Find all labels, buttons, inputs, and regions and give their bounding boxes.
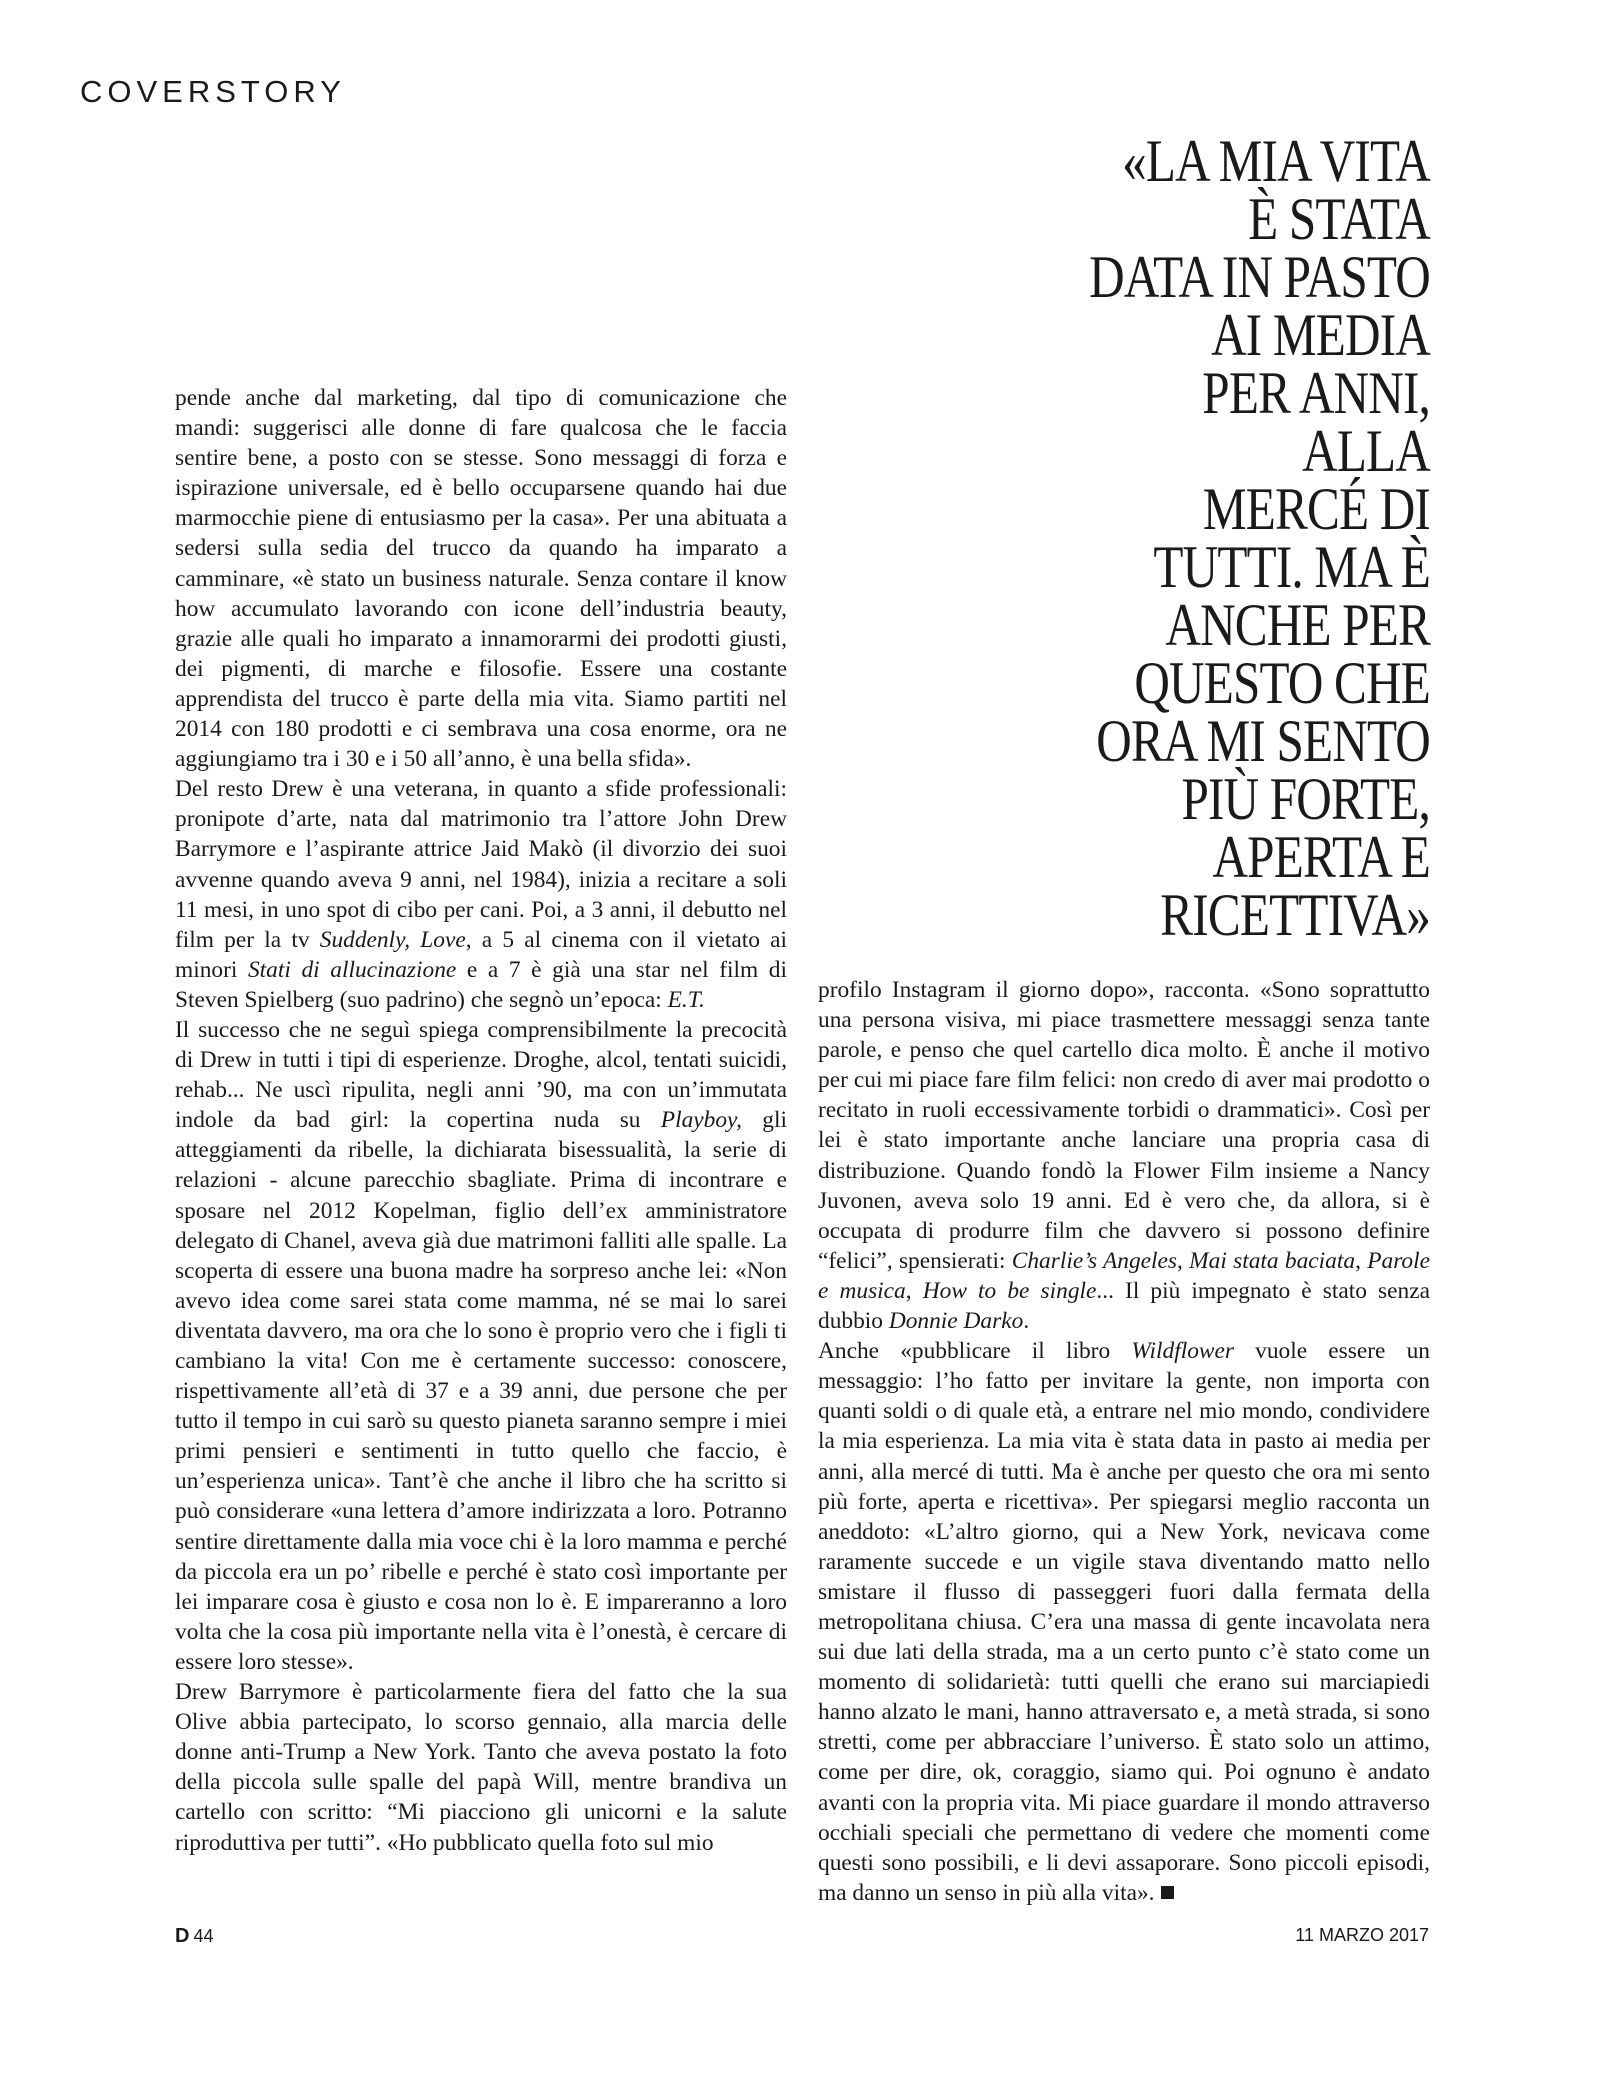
end-of-article-mark bbox=[1161, 1886, 1174, 1899]
text-run: . bbox=[1023, 1308, 1030, 1335]
pull-quote-line: TUTTI. MA È bbox=[1153, 534, 1430, 600]
italic-title: Donnie Darko bbox=[888, 1308, 1024, 1335]
text-run: , bbox=[1355, 1247, 1368, 1274]
pull-quote-line: ALLA bbox=[1302, 418, 1430, 484]
pull-quote-line: APERTA E bbox=[1212, 824, 1430, 890]
pull-quote-line: «LA MIA VITA bbox=[1122, 128, 1430, 194]
italic-title: Wildflower bbox=[1131, 1338, 1234, 1365]
page-folio bbox=[175, 1925, 213, 1948]
text-run: vuole essere un messaggio: l’ho fatto per invitare la gente, non importa con quanti soldi o di quale età, a entrare nel mio mondo, condividere la mia esperienza. La mia vita è stata data in pasto ai media per anni, alla mercé di tutti. Ma è anche per questo che ora mi sento più forte, aperta e ricettiva». Per spiegarsi meglio racconta un aneddoto: «L’altro giorno, qui a New York, nevicava come raramente succede e un vigile stava diventando matto nello smistare il flusso di passeggeri fuori dalla fermata della metropolitana chiusa. C’era una massa di gente incavolata nera sui due lati della strada, ma a un certo punto c’è stato come un momento di solidarietà: tutti quelli che erano sui marciapiedi hanno alzato le mani, hanno attraversato e, a metà strada, si sono stretti, come per abbracciare l’universo. È stato solo un attimo, come per dire, ok, coraggio, siamo qui. Poi ognuno è andato avanti con la propria vita. Mi piace guardare il mondo attraverso occhiali speciali che permettano di vedere che momenti come questi sono possibili, e li devi assaporare. Sono piccoli episodi, ma danno un senso in più alla vita». bbox=[818, 1338, 1430, 1906]
italic-title: Charlie’s Angeles bbox=[1011, 1247, 1178, 1274]
text-run: Del resto Drew è una veterana, in quanto a sfide professionali: pronipote d’arte, nata dal matrimonio tra l’attore John Drew Barrymore e l’aspirante attrice Jaid Makò (il divorzio dei suoi avvenne quando aveva 9 anni, nel 1984), inizia a recitare a soli 11 mesi, in uno spot di cibo per cani. Poi, a 3 anni, il debutto nel film per la tv bbox=[175, 776, 787, 953]
pull-quote-line: PER ANNI, bbox=[1202, 360, 1430, 426]
text-run: Il successo che ne seguì spiega comprensibilmente la precocità di Drew in tutti i tipi di esperienze. Droghe, alcol, tentati suicidi, rehab... Ne uscì ripulita, negli anni ’90, ma con un’immutata indole da bad girl: la copertina nuda su bbox=[175, 1016, 787, 1134]
pull-quote-line: ORA MI SENTO bbox=[1096, 708, 1430, 774]
paragraph: pende anche dal marketing, dal tipo di comunicazione che mandi: suggerisci alle donne di fare qualcosa che le faccia sentire bene, a posto con se stesse. Sono messaggi di forza e ispirazione universale, ed è bello occuparsene quando hai due marmocchie piene di entusiasmo per la casa». Per una abituata a sedersi sulla sedia del trucco da quando ha imparato a camminare, «è stato un business naturale. Senza contare il know how accumulato lavorando con icone dell’industria beauty, grazie alle quali ho imparato a innamorarmi dei prodotti giusti, dei pigmenti, di marche e filosofie. Essere una costante apprendista del trucco è parte della mia vita. Siamo partiti nel 2014 con 180 prodotti e ci sembrava una cosa enorme, ora ne aggiungiamo tra i 30 e i 50 all’anno, è una bella sfida». bbox=[175, 385, 787, 773]
paragraph bbox=[175, 774, 787, 1015]
page-number: 44 bbox=[193, 1926, 214, 1946]
pull-quote-line: QUESTO CHE bbox=[1134, 650, 1430, 716]
pull-quote-line: AI MEDIA bbox=[1211, 302, 1430, 368]
text-run: , bbox=[905, 1277, 923, 1304]
text-run: profilo Instagram il giorno dopo», racconta. «Sono soprattutto una persona visiva, mi piace trasmettere messaggi senza tante parole, e penso che quel cartello dica molto. È anche il motivo per cui mi piace fare film felici: non credo di aver mai prodotto o recitato in ruoli eccessivamente torbidi o drammatici». Così per lei è stato importante anche lanciare una propria casa di distribuzione. Quando fondò la Flower Film insieme a Nancy Juvonen, aveva solo 19 anni. Ed è vero che, da allora, si è occupata di produrre film che davvero si possono definire “felici”, spensierati: bbox=[818, 977, 1430, 1274]
paragraph bbox=[818, 975, 1430, 1336]
pull-quote bbox=[995, 128, 1430, 948]
pull-quote-line: È STATA bbox=[1248, 186, 1430, 252]
italic-title: Playboy, bbox=[660, 1107, 742, 1134]
paragraph bbox=[818, 1336, 1430, 1908]
text-run: Anche «pubblicare il libro bbox=[818, 1338, 1132, 1365]
italic-title: Mai stata baciata bbox=[1189, 1247, 1356, 1274]
body-column-right bbox=[818, 975, 1430, 1908]
pull-quote-line: PIÙ FORTE, bbox=[1181, 766, 1430, 832]
italic-title: Stati di allucinazione bbox=[247, 956, 457, 983]
text-run: gli atteggiamenti da ribelle, la dichiarata bisessualità, la serie di relazioni - alcune parecchio sbagliate. Prima di incontrare e sposare nel 2012 Kopelman, figlio dell’ex amministratore delegato di Chanel, aveva già due matrimoni falliti alle spalle. La scoperta di essere una buona madre ha sorpreso anche lei: «Non avevo idea come sarei stata come mamma, né se mai lo sarei diventata davvero, ma ora che lo sono è proprio vero che i figli ti cambiano la vita! Con me è certamente successo: conoscere, rispettivamente all’età di 37 e a 39 anni, due persone che per tutto il tempo in cui sarò su questo pianeta saranno sempre i miei primi pensieri e sentimenti in tutto quello che faccio, è un’esperienza unica». Tant’è che anche il libro che ha scritto si può considerare «una lettera d’amore indirizzata a loro. Potranno sentire direttamente dalla mia voce chi è la loro mamma e perché da piccola era un po’ ribelle e perché è stato così importante per lei imparare cosa è giusto e cosa non lo è. E impareranno a loro volta che la cosa più importante nella vita è l’onestà, è cercare di essere loro stesse». bbox=[175, 1107, 787, 1675]
text-run: , bbox=[1177, 1247, 1190, 1274]
paragraph: Drew Barrymore è particolarmente fiera del fatto che la sua Olive abbia partecipato, lo scorso gennaio, alla marcia delle donne anti-Trump a New York. Tanto che aveva postato la foto della piccola sulle spalle del papà Will, mentre brandiva un cartello con scritto: “Mi piacciono gli unicorni e la salute riproduttiva per tutti”. «Ho pubblicato quella foto sul mio bbox=[175, 1679, 787, 1856]
text-run: e a 7 è già una star nel film di Steven Spielberg (suo padrino) che segnò un’epoca: bbox=[175, 956, 787, 1013]
pull-quote-line: RICETTIVA» bbox=[1160, 882, 1430, 948]
italic-title: E.T. bbox=[667, 986, 705, 1013]
magazine-logo: D bbox=[175, 1925, 190, 1947]
text-run: , a 5 al cinema con il vietato ai minori bbox=[175, 926, 787, 983]
italic-title: Parole e musica bbox=[818, 1247, 1431, 1304]
pull-quote-line: DATA IN PASTO bbox=[1089, 244, 1430, 310]
italic-title: Suddenly, Love bbox=[319, 926, 466, 953]
pull-quote-line: MERCÉ DI bbox=[1202, 476, 1430, 542]
italic-title: How to be single bbox=[922, 1277, 1097, 1304]
section-label: COVERSTORY bbox=[80, 74, 346, 109]
pull-quote-line: ANCHE PER bbox=[1165, 592, 1430, 658]
issue-date: 11 MARZO 2017 bbox=[1295, 1925, 1429, 1945]
paragraph bbox=[175, 1015, 787, 1677]
body-column-left bbox=[175, 383, 787, 1858]
text-run: ... Il più impegnato è stato senza dubbio bbox=[818, 1277, 1430, 1335]
